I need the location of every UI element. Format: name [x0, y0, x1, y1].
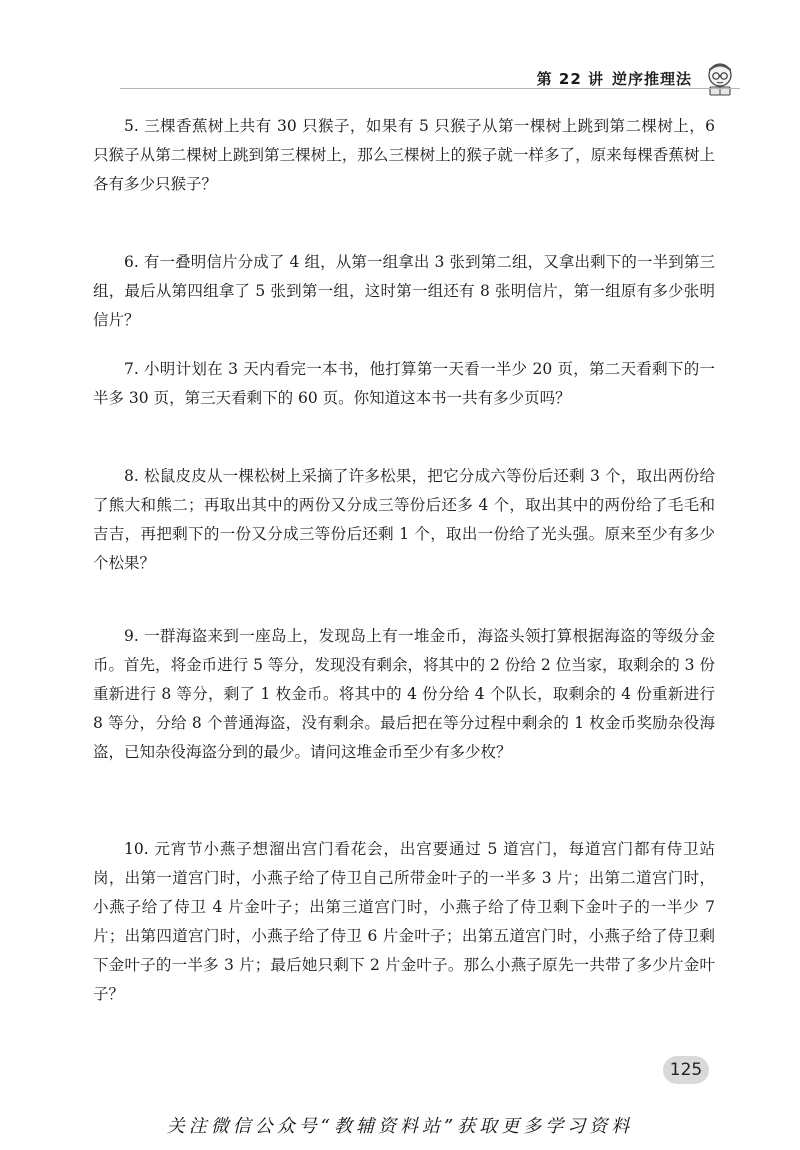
- problem-6: 6. 有一叠明信片分成了 4 组，从第一组拿出 3 张到第二组，又拿出剩下的一半到第三组，最后从第四组拿了 5 张到第一组，这时第一组还有 8 张明信片，第一组原有多少张明信片？: [93, 253, 715, 329]
- problem-8: 8. 松鼠皮皮从一棵松树上采摘了许多松果，把它分成六等份后还剩 3 个，取出两份给了熊大和熊二；再取出其中的两份又分成三等份后还多 4 个，取出其中的两份给了毛毛和吉吉，再把剩下的一份又分成三等份后还剩 1 个，取出一份给了光头强。原来至少有多少个松果？: [93, 467, 715, 572]
- cartoon-student-icon: [700, 58, 740, 98]
- header-divider: [120, 88, 740, 89]
- problem-7: 7. 小明计划在 3 天内看完一本书，他打算第一天看一半少 20 页，第二天看剩下的一半多 30 页，第三天看剩下的 60 页。你知道这本书一共有多少页吗？: [93, 360, 715, 407]
- chapter-label: 第 22 讲: [536, 69, 604, 88]
- page-header: [537, 58, 740, 98]
- footer-note: 关注微信公众号“教辅资料站”获取更多学习资料: [166, 1116, 634, 1137]
- chapter-title: 逆序推理法: [611, 69, 692, 88]
- page-number: 125: [663, 1056, 709, 1084]
- problem-10: 10. 元宵节小燕子想溜出宫门看花会，出宫要通过 5 道宫门，每道宫门都有侍卫站岗，出第一道宫门时，小燕子给了侍卫自己所带金叶子的一半多 3 片；出第二道宫门时，小燕子给了侍卫 4 片金叶子；出第三道宫门时，小燕子给了侍卫剩下金叶子的一半少 7 片；出第四道宫门时，小燕子给了侍卫 6 片金叶子；出第五道宫门时，小燕子给了侍卫剩下金叶子的一半多 3 片；最后她只剩下 2 片金叶子。那么小燕子原先一共带了多少片金叶子？: [93, 840, 715, 1003]
- problem-9: 9. 一群海盗来到一座岛上，发现岛上有一堆金币，海盗头领打算根据海盗的等级分金币。首先，将金币进行 5 等分，发现没有剩余，将其中的 2 份给 2 位当家，取剩余的 3 份重新进行 8 等分，剩了 1 枚金币。将其中的 4 份分给 4 个队长，取剩余的 4 份重新进行 8 等分，分给 8 个普通海盗，没有剩余。最后把在等分过程中剩余的 1 枚金币奖励杂役海盗，已知杂役海盗分到的最少。请问这堆金币至少有多少枚？: [93, 627, 715, 761]
- problem-5: 5. 三棵香蕉树上共有 30 只猴子，如果有 5 只猴子从第一棵树上跳到第二棵树上，6 只猴子从第二棵树上跳到第三棵树上，那么三棵树上的猴子就一样多了，原来每棵香蕉树上各有多少只猴子？: [93, 117, 715, 193]
